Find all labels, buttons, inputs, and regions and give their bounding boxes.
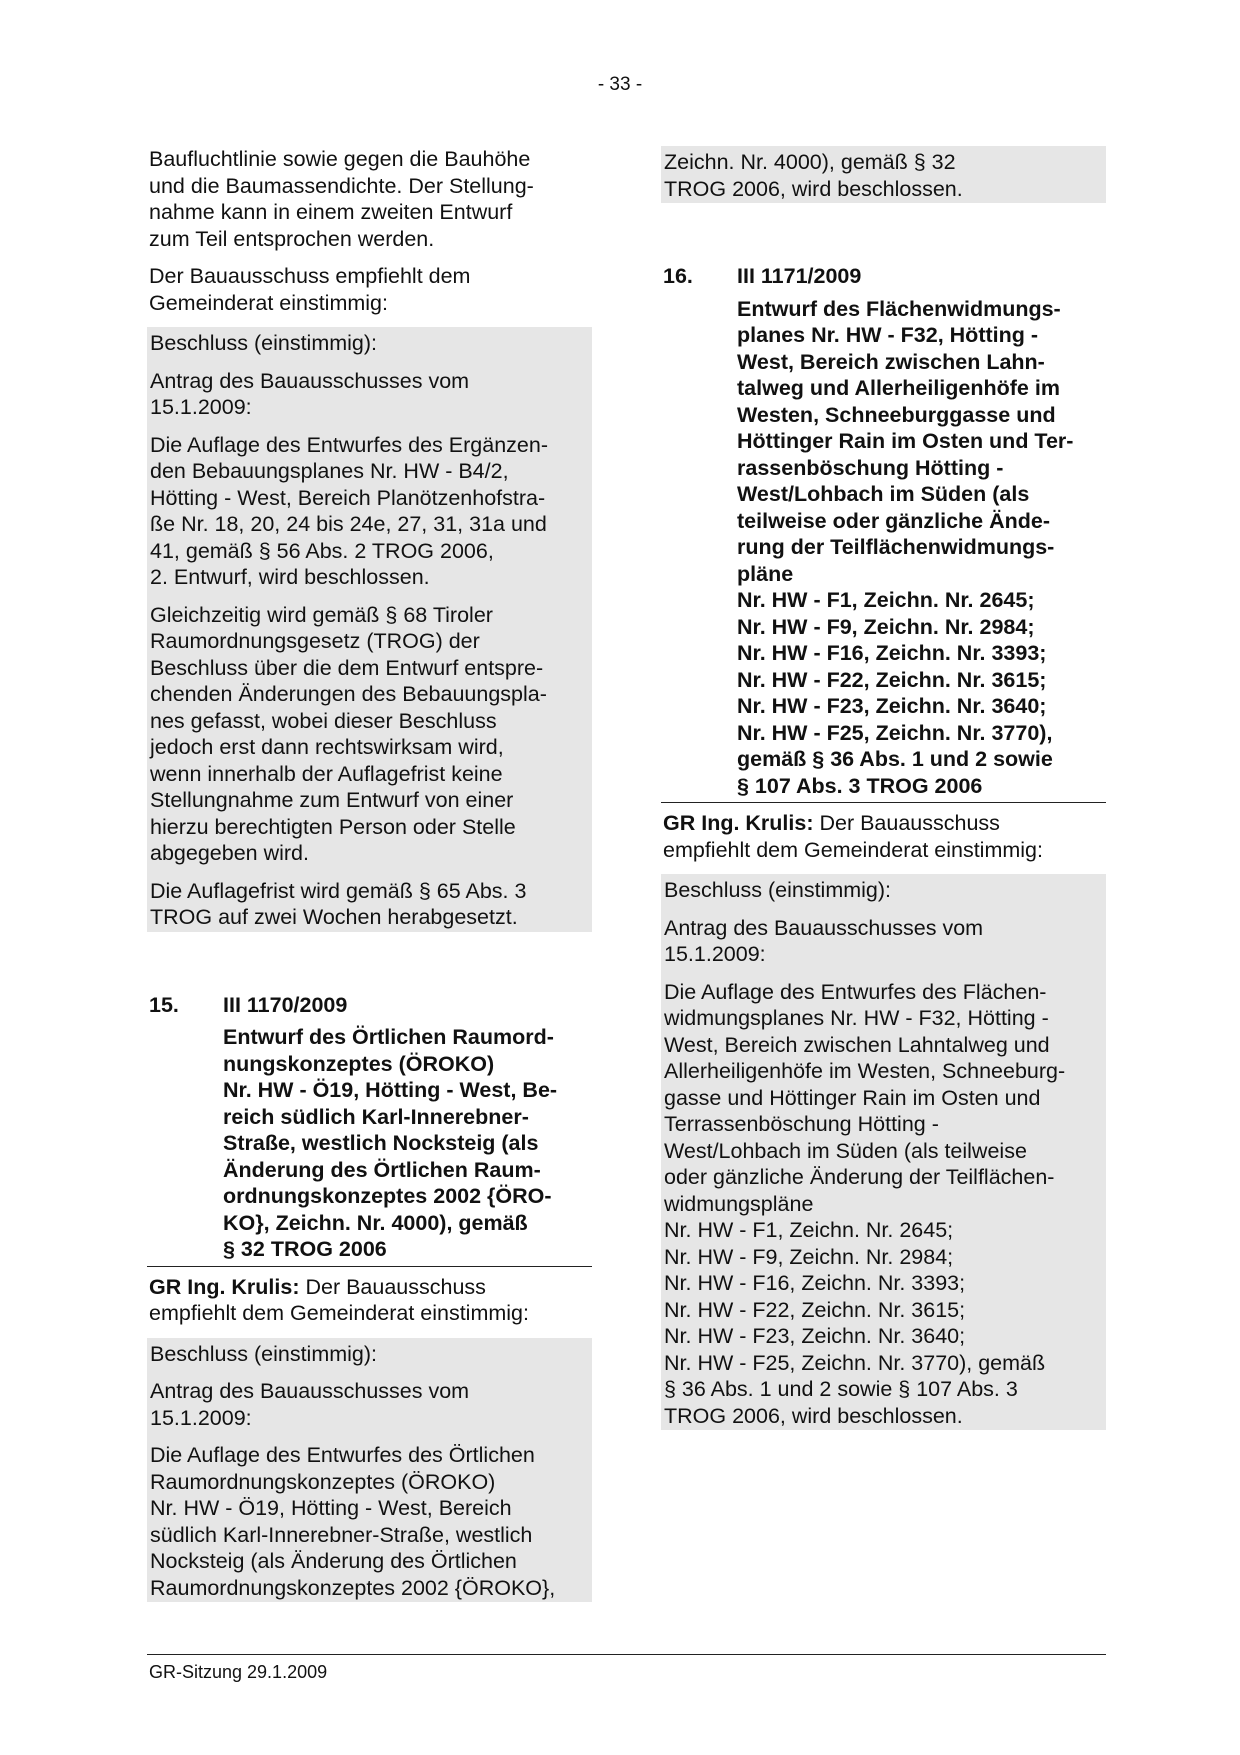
speaker-text-cont: empfiehlt dem Gemeinderat einstimmig:: [663, 837, 1043, 862]
agenda-item-number: 15.: [149, 992, 179, 1017]
speaker-text: Der Bauausschuss: [299, 1274, 486, 1299]
divider: [661, 802, 1106, 803]
agenda-item-title: Entwurf des Örtlichen Raumord- nungskonzeptes (ÖROKO) Nr. HW - Ö19, Hötting - West, Be- reich südlich Karl-Innerebner- Straße, westlich Nocksteig (als Änderung des Örtlichen Raum- ordnungskonzeptes 2002 {ÖRO- KO}, Zeichn. Nr. 4000), gemäß § 32 TROG 2006: [223, 1025, 558, 1261]
motion-date: Antrag des Bauausschusses vom 15.1.2009:: [150, 368, 470, 419]
resolution-label: Beschluss (einstimmig):: [150, 331, 377, 355]
speaker-text-cont: empfiehlt dem Gemeinderat einstimmig:: [149, 1301, 529, 1325]
committee-recommendation: Der Bauausschuss empfiehlt dem Gemeinderat einstimmig:: [149, 264, 471, 315]
resolution-block: [147, 1338, 592, 1603]
speaker-paragraph: [663, 810, 1106, 863]
motion-date: Antrag des Bauausschusses vom 15.1.2009:: [664, 915, 984, 966]
motion-date: Antrag des Bauausschusses vom 15.1.2009:: [150, 1379, 470, 1430]
continuation-paragraph: Baufluchtlinie sowie gegen die Bauhöhe und die Baumassendichte. Der Stellung- nahme kann in einem zweiten Entwurf zum Teil entsprochen werden.: [149, 147, 534, 251]
resolution-text: Die Auflage des Entwurfes des Örtlichen Raumordnungskonzeptes (ÖROKO) Nr. HW - Ö19, Hötting - West, Bereich südlich Karl-Innerebner-Straße, westlich Nocksteig (als Änderung des Örtlichen Raumordnungskonzeptes 2002 {ÖROKO},: [150, 1443, 556, 1600]
resolution-block: [147, 327, 592, 932]
agenda-item-title: Entwurf des Flächenwidmungs- planes Nr. HW - F32, Hötting - West, Bereich zwischen Lahn- talweg und Allerheiligenhöfe im Westen, Schneeburggasse und Höttinger Rain im Osten und Ter- rassenböschung Hötting - West/Lohbach im Süden (als teilweise oder gänzliche Ände- rung der Teilflächenwidmungs- pläne Nr. HW - F1, Zeichn. Nr. 2645; Nr. HW - F9, Zeichn. Nr. 2984; Nr. HW - F16, Zeichn. Nr. 3393; Nr. HW - F22, Zeichn. Nr. 3615; Nr. HW - F23, Zeichn. Nr. 3640; Nr. HW - F25, Zeichn. Nr. 3770), gemäß § 36 Abs. 1 und 2 sowie § 107 Abs. 3 TROG 2006: [737, 296, 1074, 798]
resolution-label: Beschluss (einstimmig):: [664, 878, 891, 902]
resolution-continuation: [661, 146, 1106, 203]
resolution-block: [661, 874, 1106, 1430]
resolution-text: Zeichn. Nr. 4000), gemäß § 32 TROG 2006, wird beschlossen.: [664, 150, 963, 201]
resolution-simultaneous: Gleichzeitig wird gemäß § 68 Tiroler Raumordnungsgesetz (TROG) der Beschluss über die dem Entwurf entspre- chenden Änderungen des Bebauungspla- nes gefasst, wobei dieser Beschluss jedoch erst dann rechtswirksam wird, wenn innerhalb der Auflagefrist keine Stellungnahme zum Entwurf von einer hierzu berechtigten Person oder Stelle abgegeben wird.: [150, 602, 547, 865]
footer-session-date: GR-Sitzung 29.1.2009: [149, 1662, 328, 1682]
speaker-name: GR Ing. Krulis:: [663, 811, 814, 835]
resolution-label: Beschluss (einstimmig):: [150, 1341, 377, 1366]
footer-divider: [147, 1654, 1106, 1655]
agenda-item-reference: III 1170/2009: [223, 992, 348, 1017]
resolution-deadline: Die Auflagefrist wird gemäß § 65 Abs. 3 TROG auf zwei Wochen herabgesetzt.: [150, 878, 527, 929]
speaker-paragraph: [149, 1274, 592, 1327]
right-column: [661, 146, 1106, 1430]
agenda-item-reference: III 1171/2009: [737, 264, 862, 288]
agenda-item-15-header: [149, 992, 592, 1019]
resolution-text: Die Auflage des Entwurfes des Ergänzen- den Bebauungsplanes Nr. HW - B4/2, Hötting - West, Bereich Planötzenhofstra- ße Nr. 18, 20, 24 bis 24e, 27, 31, 31a und 41, gemäß § 56 Abs. 2 TROG 2006, 2. Entwurf, wird beschlossen.: [150, 432, 548, 589]
left-column: [147, 146, 592, 1602]
speaker-text: Der Bauausschuss: [813, 811, 1000, 835]
agenda-item-16-header: [663, 263, 1106, 290]
resolution-text: Die Auflage des Entwurfes des Flächen- widmungsplanes Nr. HW - F32, Hötting - West, Bereich zwischen Lahntalweg und Allerheiligenhöfe im Westen, Schneeburg- gasse und Höttinger Rain im Osten und Terrassenböschung Hötting - West/Lohbach im Süden (als teilweise oder gänzliche Änderung der Teilflächen- widmungspläne Nr. HW - F1, Zeichn. Nr. 2645; Nr. HW - F9, Zeichn. Nr. 2984; Nr. HW - F16, Zeichn. Nr. 3393; Nr. HW - F22, Zeichn. Nr. 3615; Nr. HW - F23, Zeichn. Nr. 3640; Nr. HW - F25, Zeichn. Nr. 3770), gemäß § 36 Abs. 1 und 2 sowie § 107 Abs. 3 TROG 2006, wird beschlossen.: [664, 979, 1066, 1428]
page-number: - 33 -: [597, 74, 643, 95]
speaker-name: GR Ing. Krulis:: [149, 1274, 300, 1299]
agenda-item-number: 16.: [663, 264, 693, 288]
divider: [147, 1266, 592, 1267]
